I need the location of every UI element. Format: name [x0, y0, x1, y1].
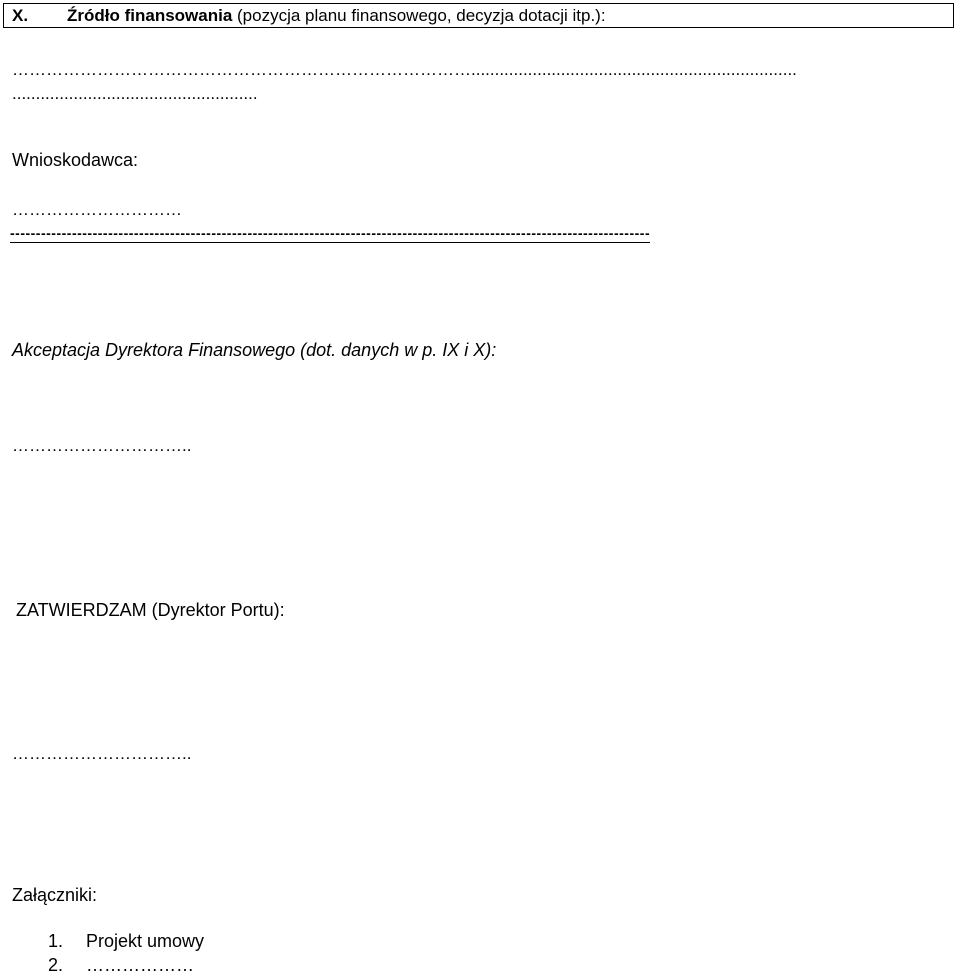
attachment-text: Projekt umowy: [86, 931, 205, 951]
approval-signature-dots: …………………………..: [12, 744, 192, 763]
attachment-number: 2.: [48, 955, 64, 975]
acceptance-label: Akceptacja Dyrektora Finansowego (dot. danych w p. IX i X):: [12, 340, 497, 360]
section-title-bold: Źródło finansowania: [67, 6, 233, 25]
approval-label: ZATWIERDZAM (Dyrektor Portu):: [16, 600, 285, 620]
list-item: [48, 954, 204, 978]
attachment-number: 1.: [48, 931, 64, 951]
dashed-separator: ----------------------------------------------------------------------------------------------------------------------------: [10, 225, 650, 241]
section-header: [3, 3, 954, 28]
section-number: X.: [12, 6, 29, 25]
section-title: [67, 4, 606, 27]
funding-source-dots-line-1: ……………………………………………………………………….....................................................................: [12, 60, 797, 79]
attachments-list: [48, 930, 204, 978]
funding-source-dots-line-2: ....................................................: [12, 84, 258, 103]
applicant-label: Wnioskodawca:: [12, 150, 139, 170]
attachments-label: Załączniki:: [12, 885, 98, 905]
section-title-rest: (pozycja planu finansowego, decyzja dotacji itp.):: [232, 6, 606, 25]
attachment-text: ………………: [86, 955, 194, 975]
acceptance-signature-dots: …………………………..: [12, 436, 192, 455]
applicant-signature-dots: …………………………: [12, 200, 182, 219]
list-item: [48, 930, 204, 954]
